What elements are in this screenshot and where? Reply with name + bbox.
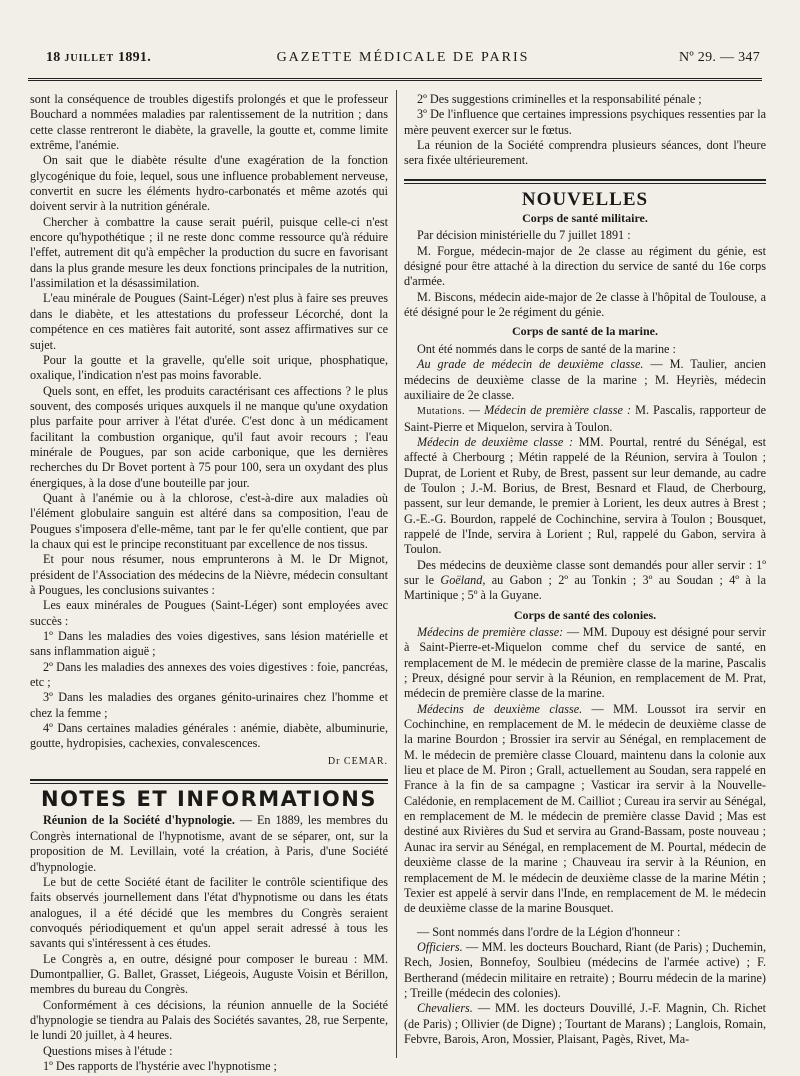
- paragraph-text: M. Pascalis, rapporteur de Saint-Pierre et Miquelon, servira à Toulon.: [404, 403, 766, 434]
- italic-lead: Au grade de médecin de deuxième classe.: [417, 357, 644, 372]
- paragraph: — Sont nommés dans l'ordre de la Légion d'honneur :: [417, 924, 681, 939]
- paragraph: La réunion de la Société comprendra plusieurs séances, dont l'heure sera fixée ultérieurement.: [404, 138, 766, 168]
- paragraph-text: — MM. les docteurs Douvillé, J.-F. Magnin, Ch. Richet (de Paris) ; Ollivier (de Digne) ; Tourtant de Marans) ; Langlois, Romain, Febvre, Barois, Aron, Mossier, Plaisant, Pagès, Rivet, Ma-: [404, 1001, 766, 1046]
- italic-lead: — Médecin de première classe :: [465, 403, 632, 418]
- paragraph: Chercher à combattre la cause serait puéril, puisque celle-ci n'est encore qu'hypothétique ; il ne reste donc comme ressource qu'à réduire l'effet, autrement dit qu'à empêcher la production du sucre en favorisant dans la plus grande mesure les deux fonctions principales de la nutrition, l'assimilation et la désassimilation.: [30, 214, 388, 291]
- list-item: 3º Dans les maladies des organes génito-urinaires chez l'homme et chez la femme ;: [30, 690, 388, 720]
- list-item: 2º Des suggestions criminelles et la responsabilité pénale ;: [417, 92, 702, 106]
- paragraph: Par décision ministérielle du 7 juillet 1891 :: [417, 228, 631, 243]
- section-rule: [404, 179, 766, 184]
- italic-lead: Chevaliers.: [417, 1001, 473, 1016]
- paragraph: Questions mises à l'étude :: [43, 1043, 173, 1058]
- italic-lead: Médecins de deuxième classe.: [417, 701, 583, 716]
- italic-lead: Médecins de première classe:: [417, 625, 564, 639]
- paragraph-text: — M. Taulier, ancien médecins de deuxième classe de la marine ; M. Heyriès, médecin auxiliaire de 2e classe.: [404, 357, 766, 402]
- ship-name: Goëland: [440, 572, 483, 587]
- paragraph: Ont été nommés dans le corps de santé de la marine :: [417, 341, 676, 356]
- article-lead: Réunion de la Société d'hypnologie.: [43, 813, 235, 828]
- paragraph: On sait que le diabète résulte d'une exagération de la fonction glycogénique du foie, lequel, sous une influence probablement nerveuse, convertit en sucre les éléments hydro-carbonatés et même azotés qui doivent servir à la nutrition générale.: [30, 153, 388, 214]
- journal-title: GAZETTE MÉDICALE DE PARIS: [276, 50, 530, 65]
- list-item: 4º Dans certaines maladies générales : anémie, diabète, albuminurie, goutte, hydropisies, cachexies, convalescences.: [30, 721, 388, 751]
- paragraph: M. Forgue, médecin-major de 2e classe au régiment du génie, est désigné pour être attaché à la direction du service de santé du 16e corps d'armée.: [404, 243, 766, 289]
- column-divider: [396, 90, 397, 1058]
- subsection-title: Corps de santé des colonies.: [513, 607, 657, 622]
- right-column: [404, 92, 766, 1056]
- paragraph: Quels sont, en effet, les produits caractérisant ces affections ? le plus souvent, des composés uriques auxquels il ne manque qu'une oxydation plus parfaite pour arriver à l'état d'urée. C'est donc à un médicament facilitant la combustion organique, qu'il faut avoir recours ; l'eau minérale de Pougues, par son acide carbonique, que les dernières recherches du Dr Bovet portent à 75 pour 100, sera un oxydant des plus énergiques, à la dose d'une bouteille par jour.: [30, 383, 388, 490]
- subsection-title: Corps de santé militaire.: [522, 211, 648, 226]
- article-text: — En 1889, les membres du Congrès international de l'hypnotisme, avant de se séparer, ont, sur la proposition de M. Levillain, voté la création, à Paris, d'une Société d'hypnologie.: [30, 813, 388, 874]
- paragraph-text: — MM. Loussot ira servir en Cochinchine, en remplacement de M. le médecin de deuxième classe de la marine Bourdon ; Brossier ira servir au Sénégal, en remplacement de M. le médecin de première classe Clouard, maintenu dans la colonie aux lieu et place de M. Piron ; Grall, actuellement au Soudan, sera rappelé en France à la fin de sa campagne ; Vasticar ira servir à la Nouvelle-Calédonie, en remplacement de M. Cailliot ; Cureau ira servir au Sénégal, en remplacement de M. le médecin de première classe David ; Mas est destiné aux Rivières du Sud et servira au Grand-Bassam, poste nouveau ; Aunac ira servir au Sénégal, en remplacement de M. Pourtal, médecin de deuxième classe de la marine ; Chauveau ira servir à la Réunion, en remplacement de M. le médecin de deuxième classe de la marine Métin ; Texier est appelé à servir dans l'Inde, en remplacement de M. le médecin de deuxième classe de la marine Bousquet.: [404, 701, 766, 916]
- italic-lead: Officiers.: [417, 939, 463, 954]
- list-item: 3º De l'influence que certaines impressions psychiques ressenties par la mère peuvent exercer sur le fœtus.: [404, 107, 766, 137]
- paragraph: Le but de cette Société étant de faciliter le contrôle scientifique des faits observés journellement dans l'état d'hypnotisme ou dans les états analogues, il a été décidé que les membres du Congrès seraient convoqués périodiquement et qu'un appel serait adressé à tous les savants qui s'intéressent à ces études.: [30, 874, 388, 951]
- italic-lead: Médecin de deuxième classe :: [417, 434, 574, 449]
- paragraph: Le Congrès a, en outre, désigné pour composer le bureau : MM. Dumontpallier, G. Ballet, Grasset, Liégeois, Auguste Voisin et Bérillon, membres du bureau du Congrès.: [30, 951, 388, 997]
- paragraph: L'eau minérale de Pougues (Saint-Léger) n'est plus à faire ses preuves dans le diabète, et les attestations du professeur Lécorché, dont la compétence en ces matières fait autorité, sont assez affirmatives sur ce sujet.: [30, 291, 388, 352]
- date-month: JUILLET: [64, 53, 115, 64]
- paragraph: Conformément à ces décisions, la réunion annuelle de la Société d'hypnologie se tiendra au Palais des Sociétés savantes, 28, rue Serpente, le lundi 20 juillet, à 4 heures.: [30, 997, 388, 1043]
- issue-number: Nº 29. — 347: [678, 50, 760, 65]
- section-title-notes: NOTES ET INFORMATIONS: [41, 787, 377, 812]
- date-year: 1891.: [118, 50, 152, 65]
- page-header: [46, 50, 760, 70]
- paragraph-text: MM. Pourtal, rentré du Sénégal, est affecté à Cherbourg ; Métin rappelé de la Réunion, servira à Toulon ; Duprat, de Lorient et Ruby, de Brest, passent sur leur demande, au cadre de Toulon ; J.-M. Borius, de Brest, Besnard et Flaud, de Cherbourg, passent, sur leur demande, le premier à Lorient, les deux autres à Brest ; G.-E.-G. Bourdon, rappelé de Cochinchine, servira à Toulon ; Bousquet, rappelé de l'Inde, servira à Lorient ; Rul, rappelé du Gabon, servira à Toulon.: [404, 434, 766, 557]
- paragraph: Quant à l'anémie ou à la chlorose, c'est-à-dire aux maladies où l'élément globulaire sanguin est altéré dans sa composition, l'eau de Pougues s'imposera d'elle-même, tant par le fer qu'elle contient, que par la chaux qui est le principe reconstituant par excellence de nos tissus.: [30, 490, 388, 551]
- paragraph-text: , au Gabon ; 2º au Tonkin ; 3º au Soudan ; 4º à la Martinique ; 5º à la Guyane.: [404, 572, 766, 603]
- paragraph: Pour la goutte et la gravelle, qu'elle soit urique, phosphatique, oxalique, l'indication n'est pas moins favorable.: [30, 352, 388, 383]
- spacer: [404, 917, 766, 925]
- paragraph: Les eaux minérales de Pougues (Saint-Léger) sont employées avec succès :: [30, 598, 388, 628]
- left-column: [30, 92, 388, 1073]
- paragraph-text: — MM. les docteurs Bouchard, Riant (de Paris) ; Duchemin, Rech, Josien, Bonnefoy, Soulbieu (médecins de l'armée active) ; F. Bertherand (médecin militaire en retraite) ; Bourru médecin de la marine) ; Treille (médecin des colonies).: [404, 939, 766, 1000]
- paragraph: M. Biscons, médecin aide-major de 2e classe à l'hôpital de Toulouse, a été désigné pour le 2e régiment du génie.: [404, 289, 766, 320]
- paragraph: Et pour nous résumer, nous emprunterons à M. le Dr Mignot, président de l'Association des médecins de la Nièvre, médecin consultant à Pougues, les conclusions suivantes :: [30, 552, 388, 597]
- smallcaps-lead: Mutations.: [417, 406, 466, 418]
- list-item: 1º Des rapports de l'hystérie avec l'hypnotisme ;: [43, 1058, 277, 1073]
- paragraph-text: — MM. Dupouy est désigné pour servir à Saint-Pierre-et-Miquelon comme chef du service de santé, en remplacement de M. le médecin de première classe de la marine, Pascalis ; Preux, désigné pour servir à la Réunion, en remplacement de M. Prat, médecin de première classe de la marine.: [404, 625, 766, 701]
- author-signature: Dr CEMAR.: [327, 755, 388, 767]
- list-item: 2º Dans les maladies des annexes des voies digestives : foie, pancréas, etc ;: [30, 659, 388, 690]
- paragraph: sont la conséquence de troubles digestifs prolongés et que le professeur Bouchard a nommées maladies par ralentissement de la nutrition ; dans cette classe rentreront le diabète, la gravelle, la goutte et, comme limite extrême, l'anémie.: [30, 92, 388, 153]
- subsection-title: Corps de santé de la marine.: [512, 324, 658, 339]
- date-day: 18: [46, 50, 61, 65]
- list-item: 1º Dans les maladies des voies digestives, sans lésion matérielle et sans inflammation aiguë ;: [30, 629, 388, 659]
- header-rule: [28, 78, 762, 83]
- paragraph-text: Des médecins de deuxième classe sont demandés pour aller servir : 1º sur le: [404, 557, 766, 587]
- section-rule: [30, 779, 388, 784]
- section-title-nouvelles: NOUVELLES: [521, 188, 649, 210]
